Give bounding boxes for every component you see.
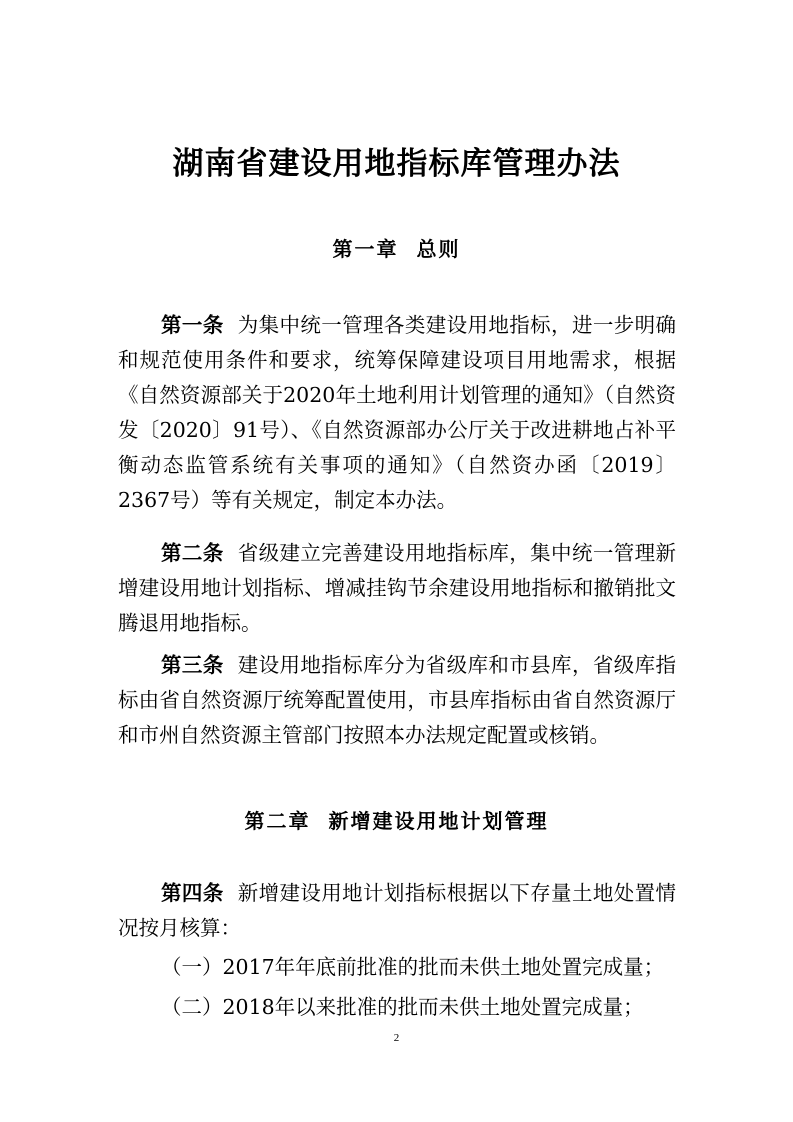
article-3-text: 建设用地指标库分为省级库和市县库，省级库指标由省自然资源厅统筹配置使用，市县库指标由省自然资源厅和市州自然资源主管部门按照本办法规定配置或核销。: [118, 653, 677, 747]
chapter-1-name: 总则: [416, 237, 461, 261]
article-3: [118, 648, 676, 753]
article-2-text: 省级建立完善建设用地指标库，集中统一管理新增建设用地计划指标、增减挂钩节余建设用地指标和撤销批文腾退用地指标。: [118, 541, 677, 635]
article-1-label: 第一条: [161, 313, 224, 337]
article-1: [118, 308, 676, 518]
article-4-text: 新增建设用地计划指标根据以下存量土地处置情况按月核算：: [118, 881, 677, 940]
chapter-1-label: 第一章: [332, 237, 399, 261]
article-2-label: 第二条: [161, 541, 224, 565]
chapter-1-heading: [0, 233, 793, 262]
chapter-2-label: 第二章: [244, 809, 311, 833]
article-4-label: 第四条: [161, 881, 224, 905]
page-number: 2: [393, 1032, 400, 1044]
article-3-label: 第三条: [161, 653, 224, 677]
chapter-2-heading: [0, 805, 793, 834]
article-4: [118, 876, 676, 946]
list-item-2: （二）2018年以来批准的批而未供土地处置完成量；: [161, 995, 644, 1019]
document-title: 湖南省建设用地指标库管理办法: [172, 146, 621, 182]
list-item-1: （一）2017年年底前批准的批而未供土地处置完成量；: [161, 955, 665, 979]
article-1-text: 为集中统一管理各类建设用地指标，进一步明确和规范使用条件和要求，统筹保障建设项目用地需求，根据《自然资源部关于2020年土地利用计划管理的通知》（自然资发〔2020〕91号）、《自然资源部办公厅关于改进耕地占补平衡动态监管系统有关事项的通知》（自然资办函〔2019〕2367号）等有关规定，制定本办法。: [118, 313, 677, 512]
article-2: [118, 536, 676, 641]
chapter-2-name: 新增建设用地计划管理: [328, 809, 549, 833]
